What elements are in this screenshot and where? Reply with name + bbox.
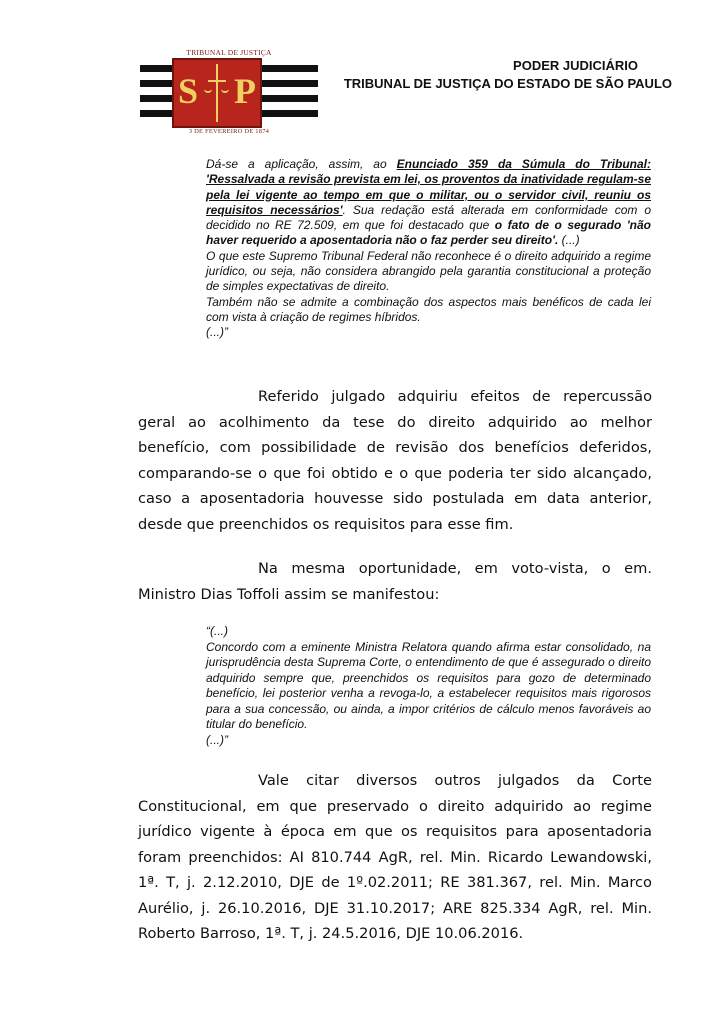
sword-icon (216, 64, 218, 122)
seal-bottom-text: 3 DE FEVEREIRO DE 1874 (188, 128, 270, 135)
sumula-citation: Enunciado 359 da Súmula do Tribunal: 'Ressalvada a revisão prevista em lei, os proventos da inatividade regulam-se pela lei vigente ao tempo em que o militar, ou o servidor civil, reuniu os requisitos necessários' (206, 157, 651, 217)
scale-icon (204, 87, 212, 93)
block-quote-2 (206, 624, 651, 748)
body-paragraph-3: Vale citar diversos outros julgados da Corte Constitucional, em que preservado o direito adquirido ao regime jurídico vigente à época em que os requisitos para aposentadoria foram preenchidos: AI 810.744 AgR, rel. Min. Ricardo Lewandowski, 1ª. T, j. 2.12.2010, DJE de 1º.02.2011; RE 381.367, rel. Min. Marco Aurélio, j. 26.10.2016, DJE 31.10.2017; ARE 825.334 AgR, rel. Min. Roberto Barroso, 1ª. T, j. 24.5.2016, DJE 10.06.2016. (138, 772, 652, 942)
header-line-1: PODER JUDICIÁRIO (513, 58, 638, 73)
quote2-paragraph-2: Concordo com a eminente Ministra Relatora quando afirma estar consolidado, na jurisprudência desta Suprema Corte, o entendimento de que é assegurado o direito adquirido sempre que, preenchidos os requisitos para gozo de determinado benefício, lei posterior venha a revoga-lo, a estabelecer requisitos mais rigorosos para a sua concessão, ou ainda, a impor critérios de cálculo menos favoráveis ao titular do benefício. (206, 639, 651, 731)
quote2-paragraph-1: “(...) (206, 624, 228, 638)
quote1-paragraph-1: Dá-se a aplicação, assim, ao Enunciado 359 da Súmula do Tribunal: 'Ressalvada a revisão prevista em lei, os proventos da inatividade regulam-se pela lei vigente ao tempo em que o militar, ou o servidor civil, reuniu os requisitos necessários'. Sua redação está alterada em conformidade com o decidido no RE 72.509, em que foi destacado que o fato de o segurado 'não haver requerido a aposentadoria não o faz perder seu direito'. (...) (206, 157, 652, 248)
header-line-2: TRIBUNAL DE JUSTIÇA DO ESTADO DE SÃO PAULO (343, 76, 672, 91)
quote1-paragraph-4: (...)” (206, 325, 228, 340)
seal-shield (172, 58, 262, 128)
quote2-paragraph-3: (...)” (206, 732, 228, 747)
seal-letter-s: S (178, 71, 199, 111)
block-quote-1 (206, 157, 651, 341)
quote1-paragraph-2: O que este Supremo Tribunal Federal não reconhece é o direito adquirido a regime jurídico, ou seja, não considera abrangido pela garantia constitucional a proteção de simples expectativas de direito. (206, 248, 651, 294)
emphasis-text: o fato de o segurado 'não haver requerido a aposentadoria não o faz perder seu direito'. (206, 218, 652, 248)
body-paragraph-2: Na mesma oportunidade, em voto-vista, o em. Ministro Dias Toffoli assim se manifestou: (138, 560, 652, 603)
court-seal (140, 48, 318, 140)
seal-letter-p: P (234, 71, 256, 111)
body-paragraph-1: Referido julgado adquiriu efeitos de repercussão geral ao acolhimento da tese do direito adquirido ao melhor benefício, com possibilidade de revisão dos benefícios deferidos, comparando-se o que foi obtido e o que poderia ter sido alcançado, caso a aposentadoria houvesse sido postulada em data anterior, desde que preenchidos os requisitos para esse fim. (138, 388, 652, 533)
quote1-paragraph-3: Também não se admite a combinação dos aspectos mais benéficos de cada lei com vista à criação de regimes híbridos. (206, 294, 651, 324)
seal-top-text: TRIBUNAL DE JUSTIÇA (186, 48, 272, 57)
